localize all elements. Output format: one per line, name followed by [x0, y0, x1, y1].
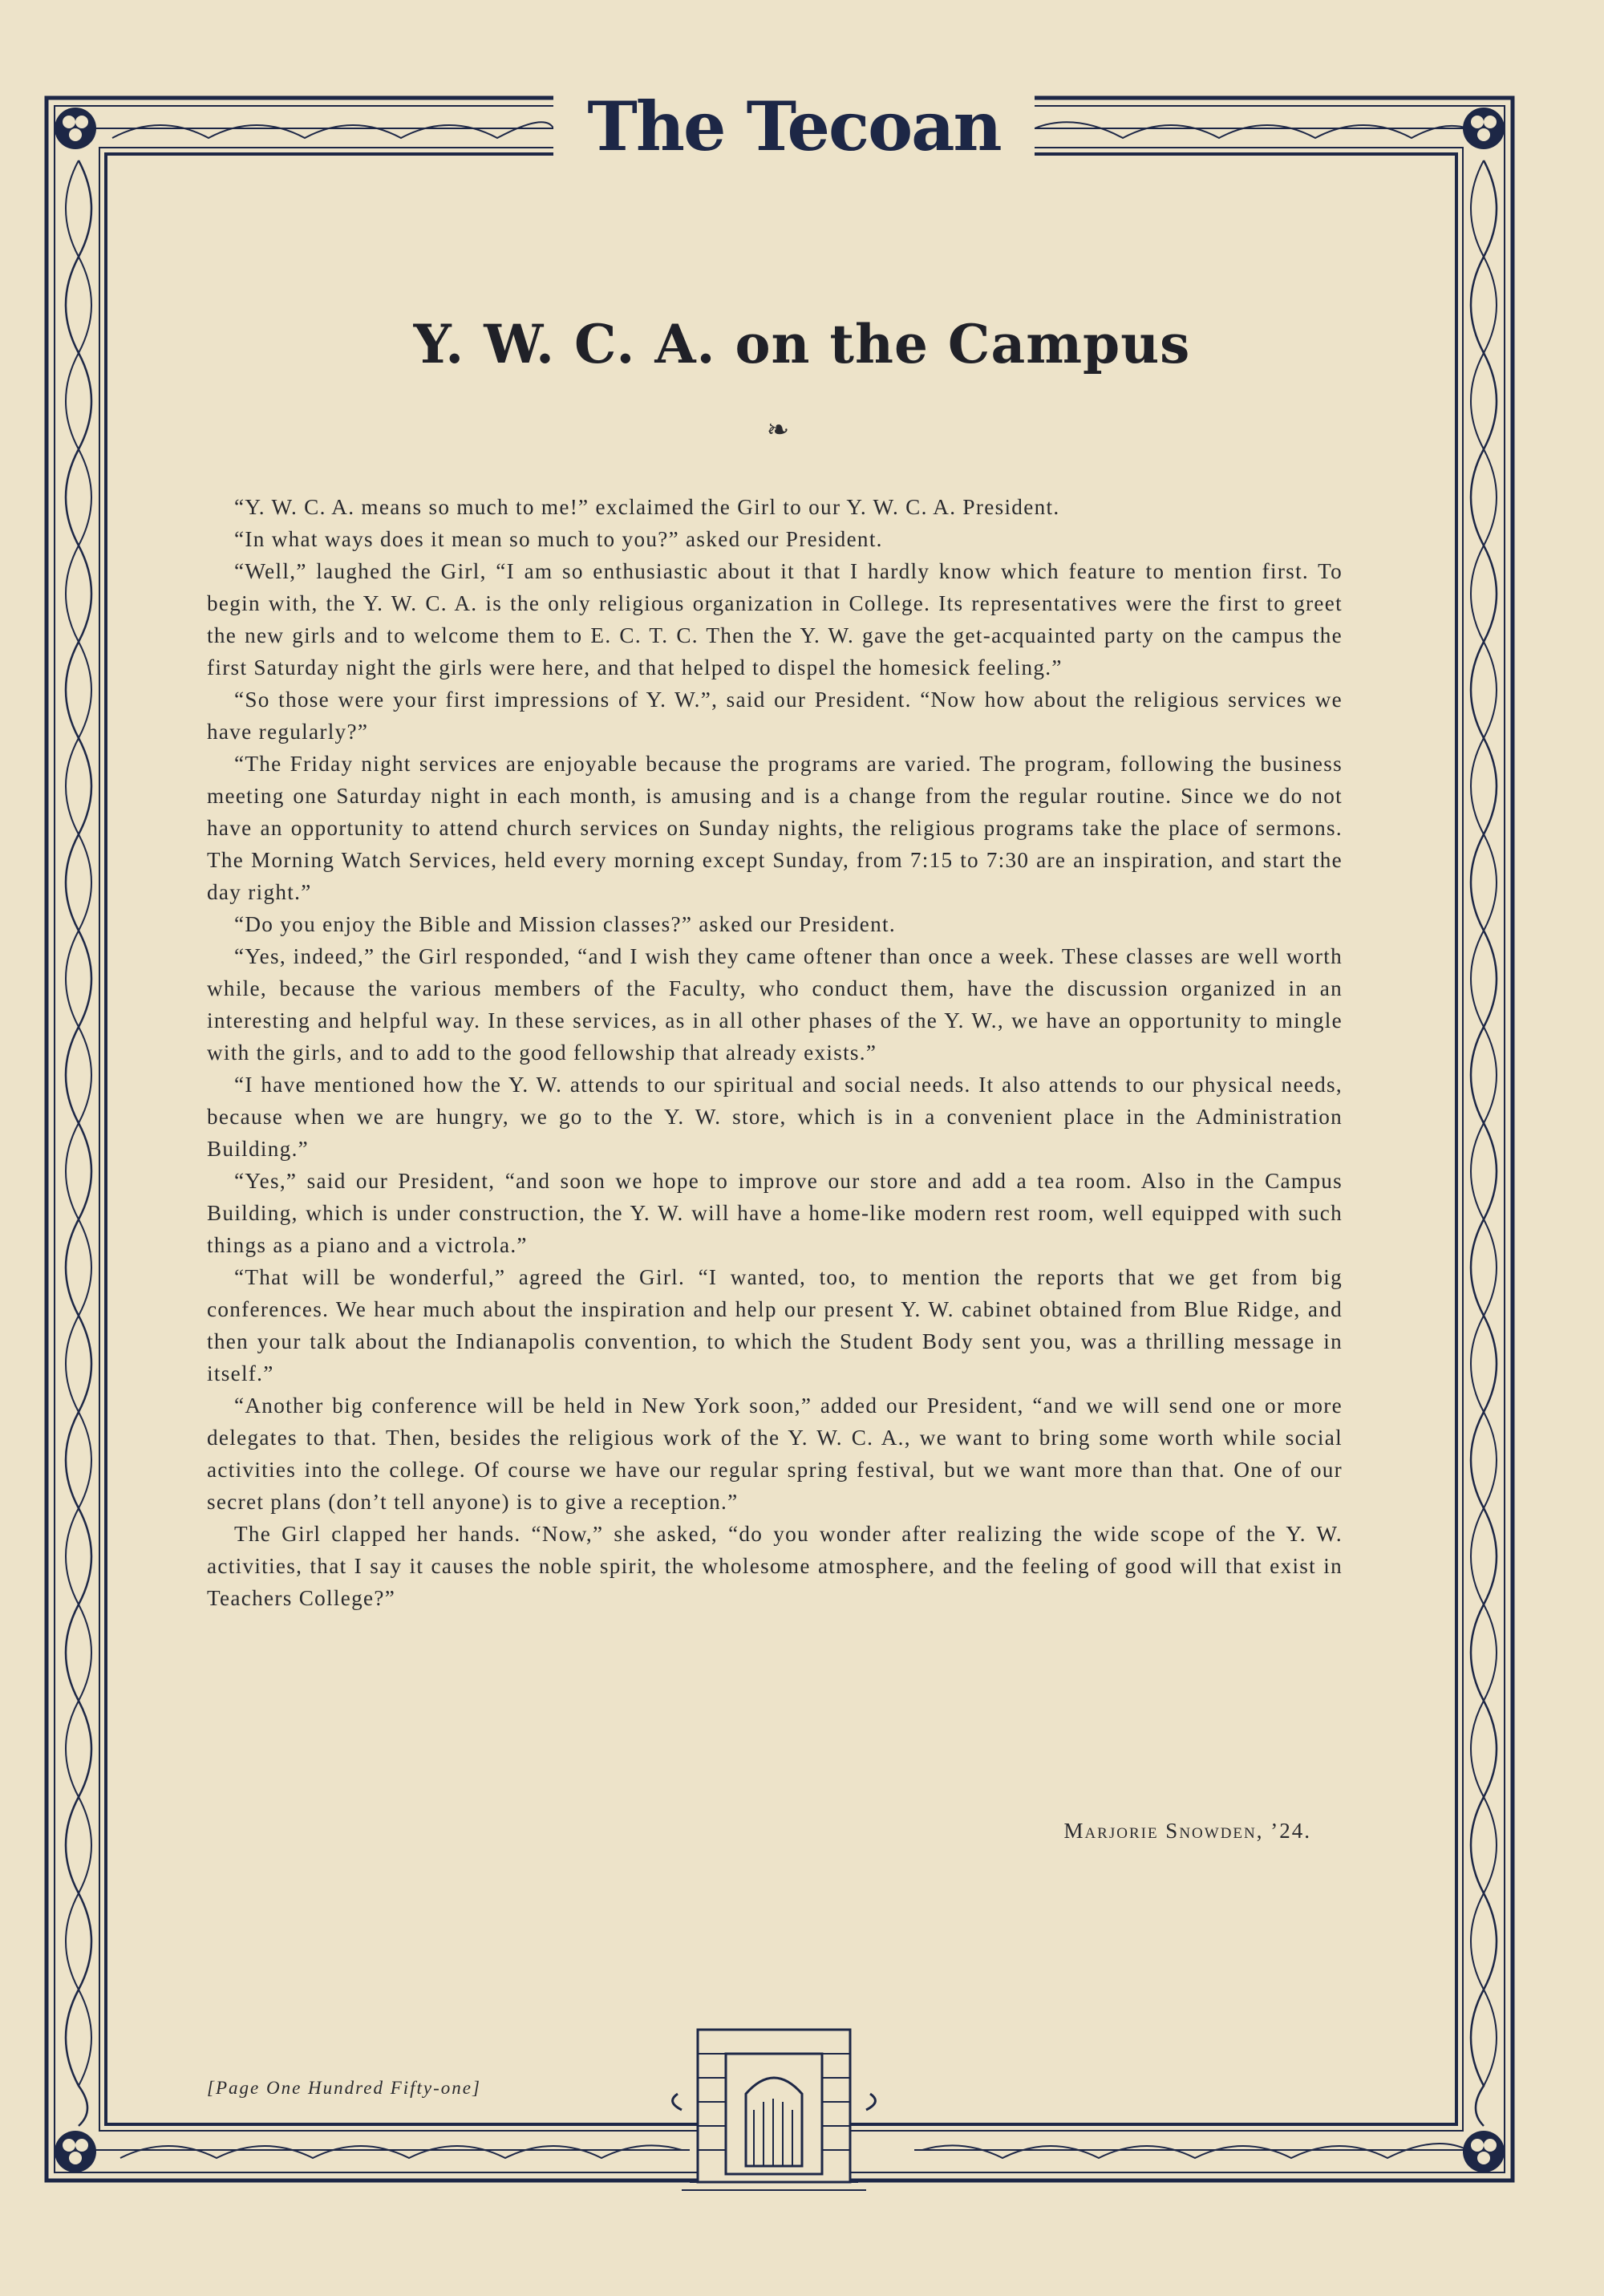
paragraph: “I have mentioned how the Y. W. attends to our spiritual and social needs. It also attends to our physical needs, because when we are hungry, we go to the Y. W. store, which is in a convenient place in the Administration Building.”: [207, 1073, 1343, 1161]
masthead-the-tecoan: The Tecoan: [553, 87, 1035, 167]
paragraph: The Girl clapped her hands. “Now,” she asked, “do you wonder after realizing the wide scope of the Y. W. activities, that I say it causes the noble spirit, the wholesome atmosphere, and the feeling of good will that exist in Teachers College?”: [207, 1522, 1343, 1610]
paragraph: “Yes, indeed,” the Girl responded, “and I wish they came oftener than once a week. These classes are well worth while, because the various members of the Faculty, who conduct them, have the discussion organized in an interesting and helpful way. In these services, as in all other phases of the Y. W., we have an opportunity to mingle with the girls, and to add to the good fellowship that already exists.”: [207, 944, 1343, 1065]
page-title: Y. W. C. A. on the Campus: [413, 313, 1191, 375]
paragraph: “Another big conference will be held in New York soon,” added our President, “and we will send one or more delegates to that. Then, besides the religious work of the Y. W. C. A., we want to bring some worth while social activities into the college. Of course we have our regular spring festival, but we want more than that. One of our secret plans (don’t tell anyone) is to give a reception.”: [207, 1393, 1343, 1514]
article-body: [207, 491, 1343, 1614]
paragraph: “Well,” laughed the Girl, “I am so enthusiastic about it that I hardly know which feature to mention first. To begin with, the Y. W. C. A. is the only religious organization in College. Its representatives were the first to greet the new girls and to welcome them to E. C. T. C. Then the Y. W. gave the get-acquainted party on the campus the first Saturday night the girls were here, and that helped to dispel the homesick feeling.”: [207, 559, 1343, 679]
author-signature: Marjorie Snowden, ’24.: [1063, 1819, 1311, 1843]
paragraph: “Y. W. C. A. means so much to me!” exclaimed the Girl to our Y. W. C. A. President.: [234, 495, 1060, 519]
paragraph: “Do you enjoy the Bible and Mission classes?” asked our President.: [234, 912, 896, 936]
paragraph: “So those were your first impressions of Y. W.”, said our President. “Now how about the religious services we have regularly?”: [207, 688, 1343, 744]
paragraph: “The Friday night services are enjoyable because the programs are varied. The program, following the business meeting one Saturday night in each month, is amusing and is a change from the regular routine. Since we do not have an opportunity to attend church services on Sunday nights, the religious programs take the place of sermons. The Morning Watch Services, held every morning except Sunday, from 7:15 to 7:30 are an inspiration, and start the day right.”: [207, 752, 1343, 904]
page-number: [Page One Hundred Fifty-one]: [207, 2078, 481, 2098]
paragraph: “Yes,” said our President, “and soon we hope to improve our store and add a tea room. Also in the Campus Building, which is under construction, the Y. W. will have a home-like modern rest room, well equipped with such things as a piano and a victrola.”: [207, 1169, 1343, 1257]
paragraph: “In what ways does it mean so much to you?” asked our President.: [234, 527, 883, 551]
paragraph: “That will be wonderful,” agreed the Girl. “I wanted, too, to mention the reports that we get from big conferences. We hear much about the inspiration and help our present Y. W. cabinet obtained from Blue Ridge, and then your talk about the Indianapolis convention, to which the Student Body sent you, was a thrilling message in itself.”: [207, 1265, 1343, 1385]
fleuron-ornament: ❧: [766, 416, 790, 445]
